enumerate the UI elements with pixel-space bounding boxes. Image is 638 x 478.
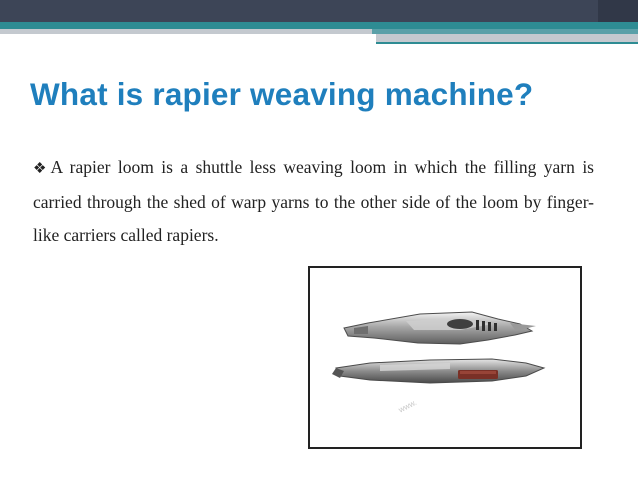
header-band-dark [0, 0, 638, 22]
header-band-dark-right [598, 0, 638, 22]
header-band-teal [0, 22, 638, 29]
header-band-accent [376, 42, 638, 44]
rapier-heads-illustration [310, 268, 580, 447]
lower-rapier-head [332, 359, 544, 383]
header-band-gray-left [0, 29, 372, 34]
header-band-gray-right [376, 34, 638, 42]
upper-rapier-head [344, 312, 536, 344]
bullet-text: A rapier loom is a shuttle less weaving loom in which the filling yarn is carried through the shed of warp yarns to the other side of the loom by finger-like carriers called rapiers. [33, 157, 594, 245]
watermark: www. [397, 397, 419, 415]
bullet-paragraph [33, 151, 594, 252]
diamond-bullet-icon: ❖ [33, 161, 50, 177]
rapier-heads-photo [308, 266, 582, 449]
slide-title: What is rapier weaving machine? [30, 76, 534, 112]
